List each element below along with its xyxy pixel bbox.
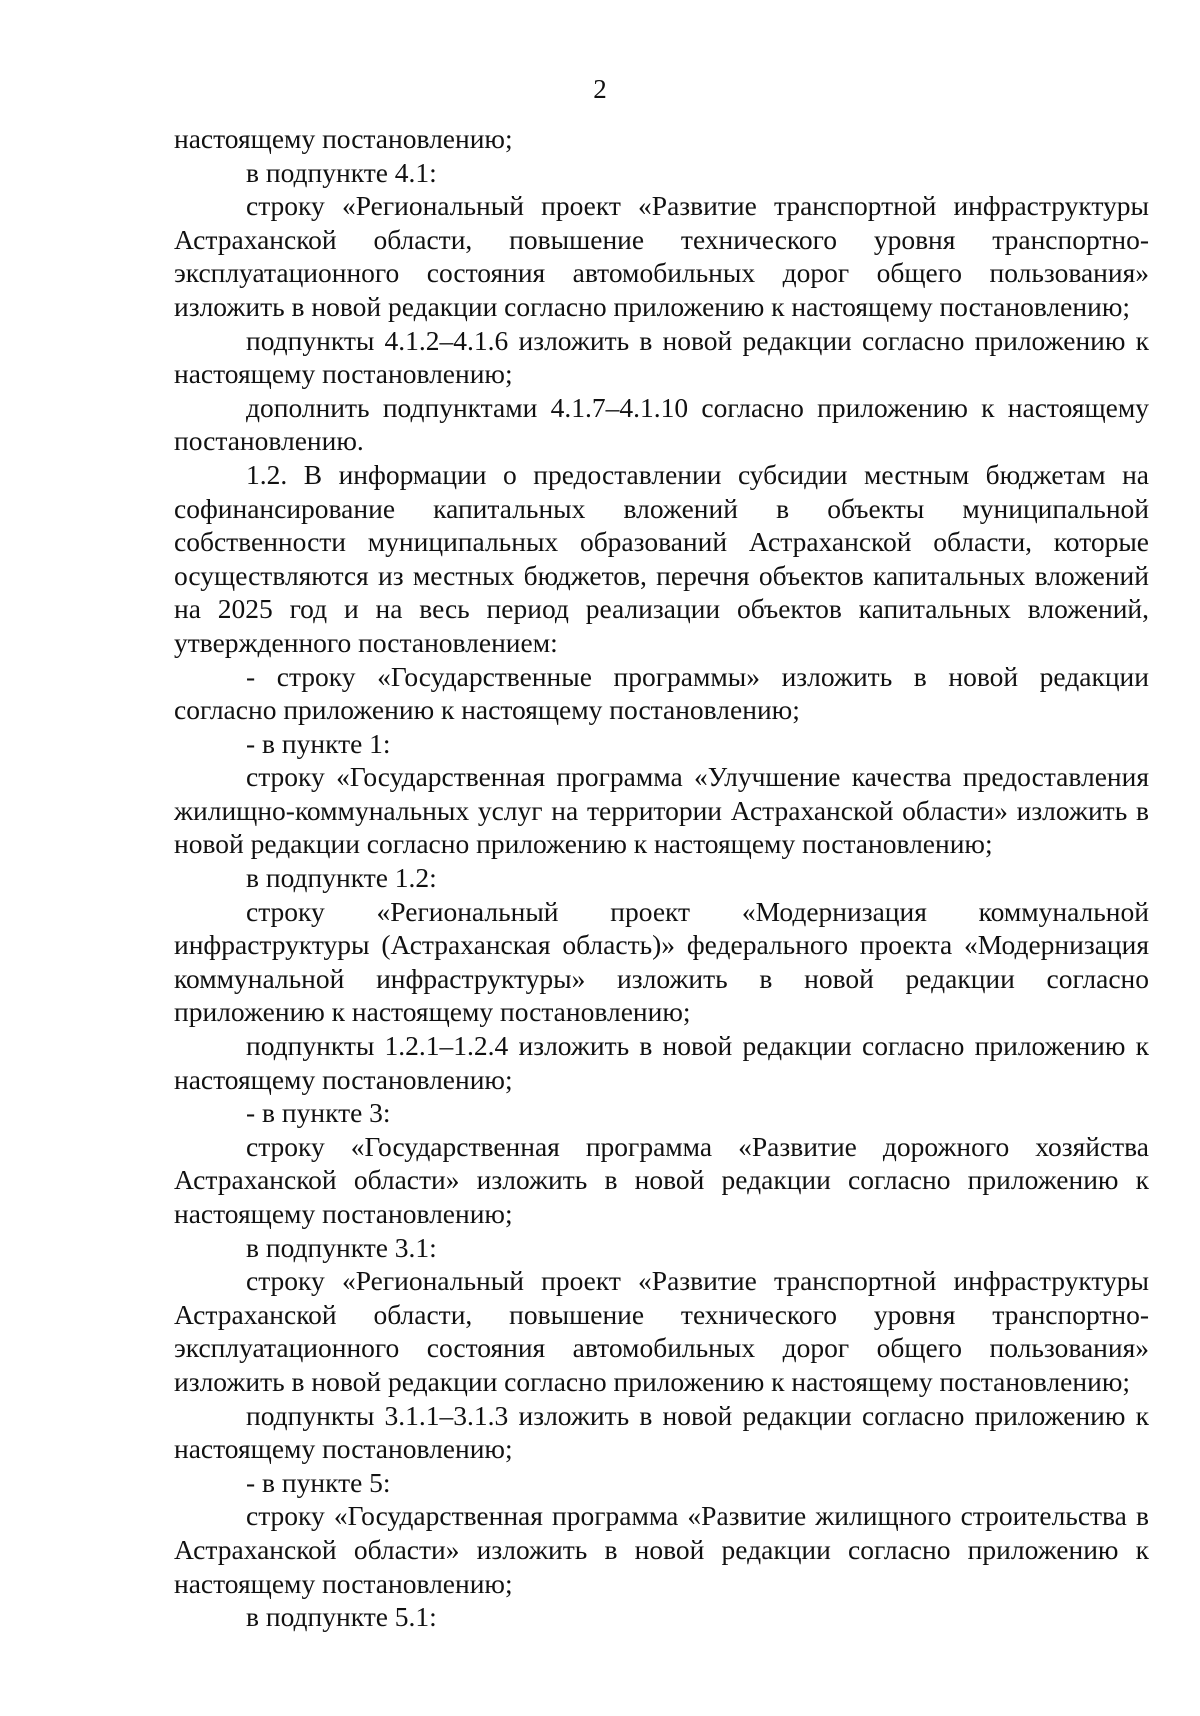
paragraph: строку «Государственная программа «Развитие дорожного хозяйства Астраханской области» изложить в новой редакции согласно приложению к настоящему постановлению; [174, 1130, 1149, 1229]
page-number: 2 [593, 74, 607, 104]
document-body [174, 122, 1149, 1634]
paragraph: дополнить подпунктами 4.1.7–4.1.10 согласно приложению к настоящему постановлению. [174, 391, 1149, 457]
paragraph: в подпункте 3.1: [246, 1231, 437, 1263]
paragraph: подпункты 4.1.2–4.1.6 изложить в новой редакции согласно приложению к настоящему постановлению; [174, 324, 1149, 390]
paragraph: 1.2. В информации о предоставлении субсидии местным бюджетам на софинансирование капитальных вложений в объекты муниципальной собственности муниципальных образований Астраханской области, которые осуществляются из местных бюджетов, перечня объектов капитальных вложений на 2025 год и на весь период реализации объектов капитальных вложений, утвержденного постановлением: [174, 458, 1149, 658]
paragraph: строку «Региональный проект «Развитие транспортной инфраструктуры Астраханской области, повышение технического уровня транспортно-эксплуатационного состояния автомобильных дорог общего пользования» изложить в новой редакции согласно приложению к настоящему постановлению; [174, 1265, 1149, 1397]
paragraph: подпункты 3.1.1–3.1.3 изложить в новой редакции согласно приложению к настоящему постановлению; [174, 1399, 1149, 1465]
paragraph: строку «Государственная программа «Улучшение качества предоставления жилищно-коммунальных услуг на территории Астраханской области» изложить в новой редакции согласно приложению к настоящему постановлению; [174, 761, 1149, 860]
paragraph: в подпункте 1.2: [246, 862, 437, 894]
paragraph: строку «Государственная программа «Развитие жилищного строительства в Астраханской области» изложить в новой редакции согласно приложению к настоящему постановлению; [174, 1500, 1149, 1599]
paragraph: строку «Региональный проект «Модернизация коммунальной инфраструктуры (Астраханская область)» федерального проекта «Модернизация коммунальной инфраструктуры» изложить в новой редакции согласно приложению к настоящему постановлению; [174, 895, 1149, 1028]
paragraph: - строку «Государственные программы» изложить в новой редакции согласно приложению к настоящему постановлению; [174, 660, 1149, 726]
paragraph: строку «Региональный проект «Развитие транспортной инфраструктуры Астраханской области, повышение технического уровня транспортно-эксплуатационного состояния автомобильных дорог общего пользования» изложить в новой редакции согласно приложению к настоящему постановлению; [174, 190, 1149, 322]
paragraph: - в пункте 3: [246, 1097, 391, 1129]
paragraph: подпункты 1.2.1–1.2.4 изложить в новой редакции согласно приложению к настоящему постановлению; [174, 1030, 1149, 1095]
paragraph: настоящему постановлению; [174, 123, 513, 154]
paragraph: - в пункте 5: [246, 1466, 391, 1498]
paragraph: - в пункте 1: [246, 727, 391, 759]
paragraph: в подпункте 4.1: [246, 156, 437, 188]
paragraph: в подпункте 5.1: [246, 1601, 437, 1633]
